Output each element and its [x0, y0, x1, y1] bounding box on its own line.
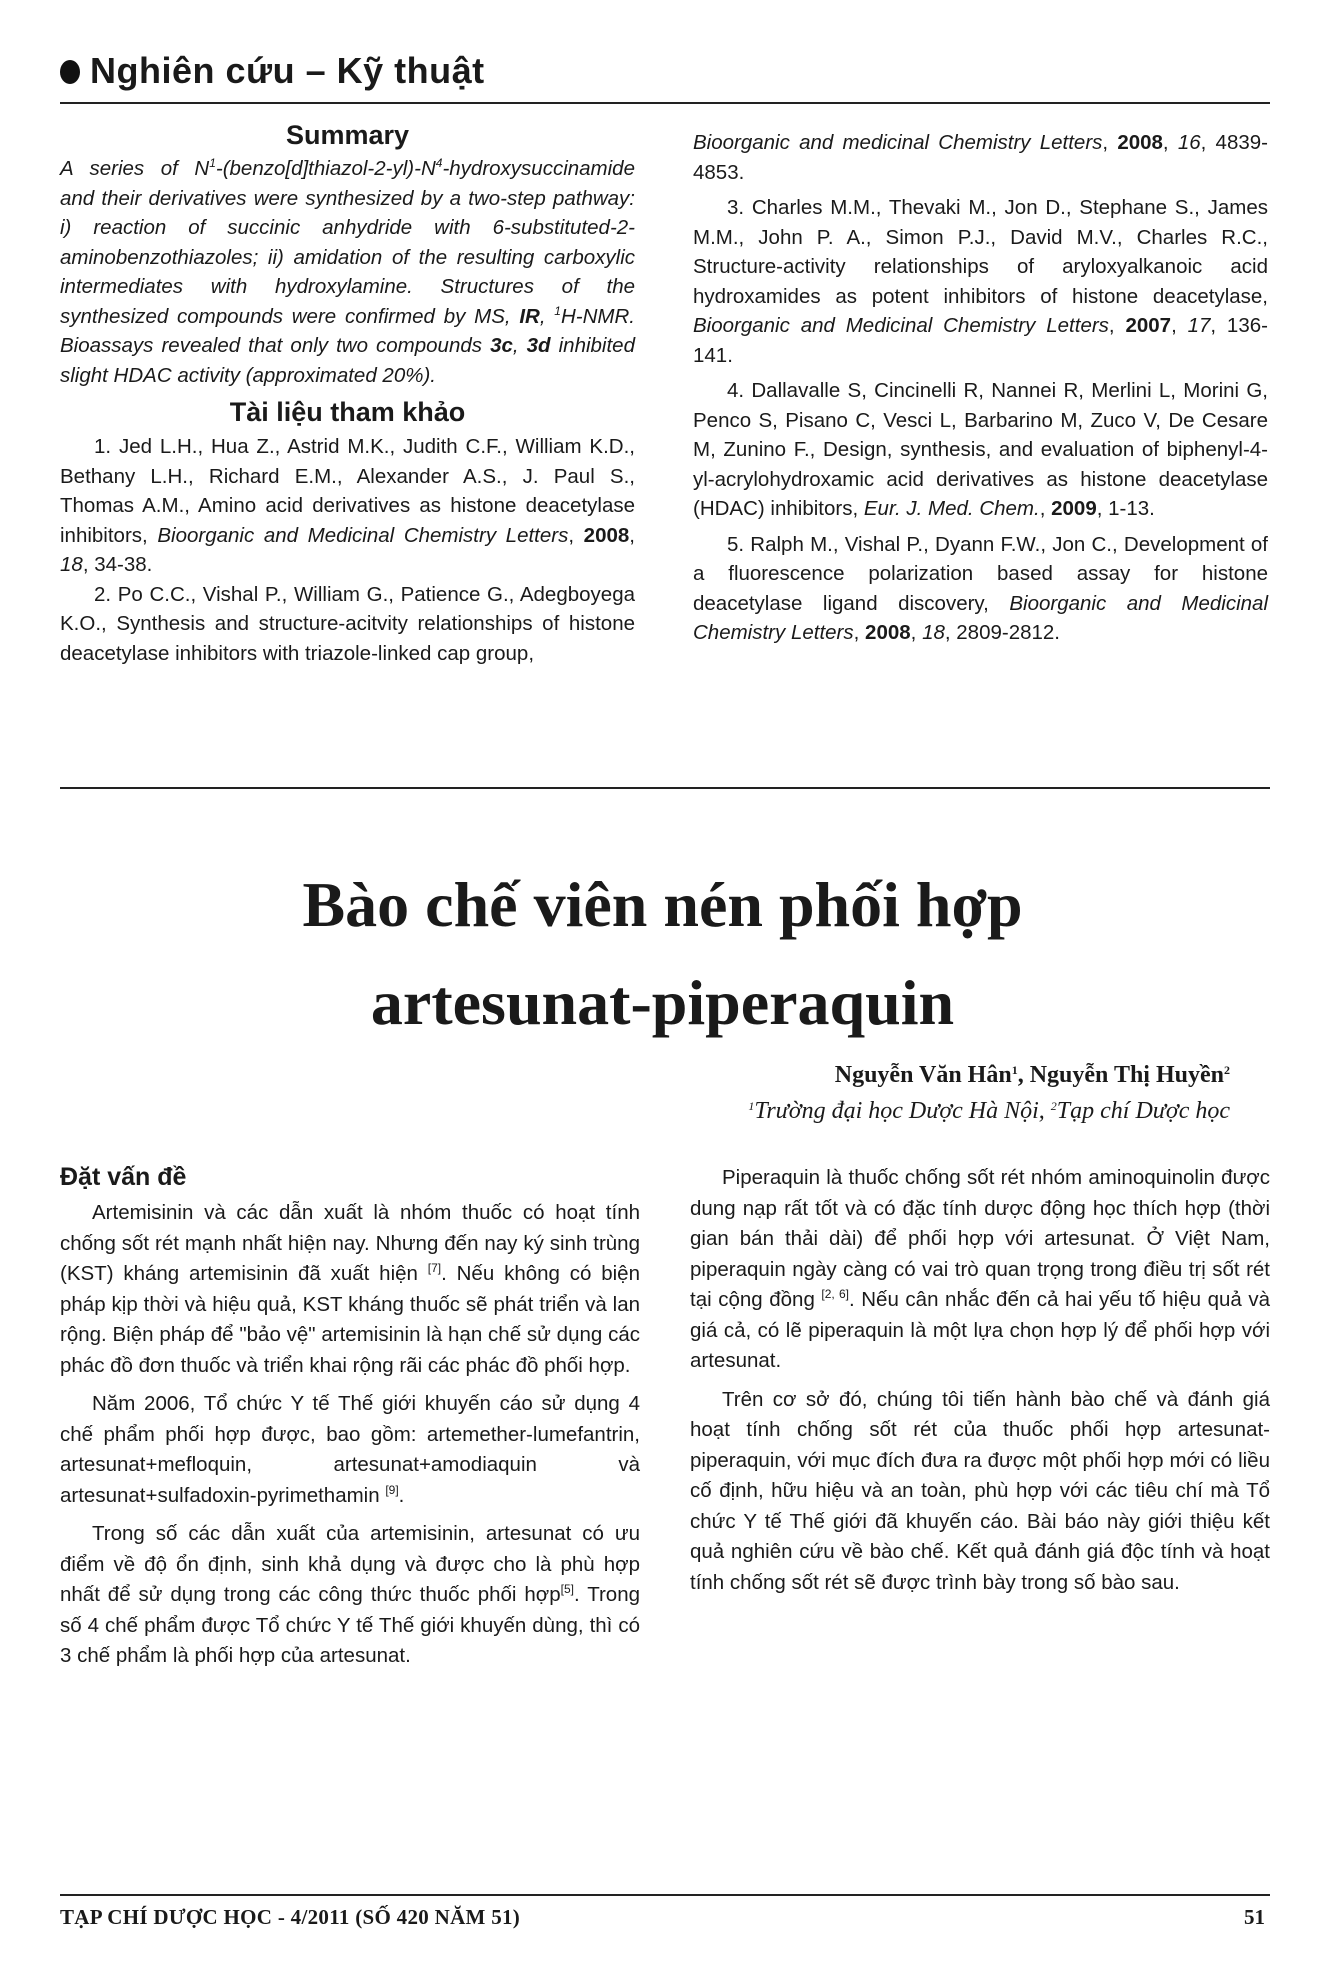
section-header: [60, 50, 485, 92]
body-paragraph: Artemisinin và các dẫn xuất là nhóm thuốc có hoạt tính chống sốt rét mạnh nhất hiện nay. Nhưng đến nay ký sinh trùng (KST) kháng artemisinin đã xuất hiện [7]. Nếu không có biện pháp kịp thời và hiệu quả, KST kháng thuốc sẽ phát triển và lan rộng. Biện pháp để "bảo vệ" artemisinin là hạn chế sử dụng các phác đồ đơn thuốc và triển khai rộng rãi các phác đồ phối hợp.: [60, 1201, 640, 1377]
body-paragraph: Trong số các dẫn xuất của artemisinin, artesunat có ưu điểm về độ ổn định, sinh khả dụng và được cho là phù hợp nhất để sử dụng trong các công thức thuốc phối hợp[5]. Trong số 4 chế phẩm được Tổ chức Y tế Thế giới khuyến dùng, thì có 3 chế phẩm là phối hợp của artesunat.: [60, 1522, 640, 1667]
body-paragraph: Piperaquin là thuốc chống sốt rét nhóm aminoquinolin được dung nạp rất tốt và có đặc tính dược động học thích hợp (thời gian bán thải dài) để phối hợp với artesunat. Ở Việt Nam, piperaquin ngày càng có vai trò quan trọng trong điều trị sốt rét tại cộng đồng [2, 6]. Nếu cân nhắc đến cả hai yếu tố hiệu quả và giá cả, có lẽ piperaquin là một lựa chọn hợp lý để phối hợp với artesunat.: [690, 1166, 1271, 1372]
references-title: Tài liệu tham khảo: [229, 397, 466, 427]
body-paragraph: Năm 2006, Tổ chức Y tế Thế giới khuyến cáo sử dụng 4 chế phẩm phối hợp được, bao gồm: artemether-lumefantrin, artesunat+mefloquin, artesunat+amodiaquin và artesunat+sulfadoxin-pyrimethamin [9].: [60, 1392, 640, 1507]
authors: Nguyễn Văn Hân$^1$, Nguyễn Thị Huyền$^2$: [834, 1062, 1230, 1088]
affiliations: $^1$Trường đại học Dược Hà Nội, $^2$Tạp chí Dược học: [748, 1098, 1230, 1124]
left-upper-column: [60, 118, 635, 668]
reference-item: 3. Charles M.M., Thevaki M., Jon D., Stephane S., James M.M., John P. A., Simon P.J., David M.V., Charles R.C., Structure-activity relationships of aryloxyalkanoic acid hydroxamides as potent inhibitors of histone deacetylase, Bioorganic and Medicinal Chemistry Letters, 2007, 17, 136-141.: [693, 196, 1268, 367]
section-divider: [60, 787, 1270, 789]
reference-item: Bioorganic and medicinal Chemistry Letters, 2008, 16, 4839-4853.: [693, 131, 1268, 184]
summary-title: Summary: [285, 120, 410, 150]
reference-item: 1. Jed L.H., Hua Z., Astrid M.K., Judith C.F., William K.D., Bethany L.H., Richard E.M., Alexander A.S., J. Paul S., Thomas A.M., Amino acid derivatives as histone deacetylase inhibitors, Bioorganic and Medicinal Chemistry Letters, 2008, 18, 34-38.: [60, 435, 635, 576]
summary-body: A series of $N^1-(benzo[d]thiazol-2-yl)-N^4$-hydroxysuccinamide and their derivatives were synthesized by a two-step pathway: i) reaction of succinic anhydride with 6-substituted-2-aminobenzothiazoles; ii) amidation of the resulting carboxylic intermediates with hydroxylamine. Structures of the synthesized compounds were confirmed by MS, IR, $^1$H-NMR. Bioassays revealed that only two compounds 3c, 3d inhibited slight HDAC activity (approximated 20%).: [60, 156, 635, 387]
page-number: 51: [1244, 1905, 1265, 1929]
header-rule: [60, 102, 1270, 104]
bullet-icon: [60, 60, 80, 84]
section-label: Nghiên cứu – Kỹ thuật: [90, 50, 485, 91]
body-right-column: [690, 1163, 1270, 1606]
article-title: Bào chế viên nén phối hợp artesunat-piperaquin: [302, 869, 1023, 1038]
right-upper-column: [693, 128, 1268, 648]
reference-item: 4. Dallavalle S, Cincinelli R, Nannei R, Merlini L, Morini G, Penco S, Pisano C, Vesci L, Barbarino M, Zuco V, De Cesare M, Zunino F., Design, synthesis, and evaluation of biphenyl-4-yl-acrylohydroxamic acid derivatives as histone deacetylase (HDAC) inhibitors, Eur. J. Med. Chem., 2009, 1-13.: [693, 379, 1268, 520]
reference-item: 2. Po C.C., Vishal P., William G., Patience G., Adegboyega K.O., Synthesis and structure-acitvity relationships of histone deacetylase inhibitors with triazole-linked cap group,: [60, 582, 635, 665]
body-paragraph: Trên cơ sở đó, chúng tôi tiến hành bào chế và đánh giá hoạt tính chống sốt rét của thuốc phối hợp artesunat-piperaquin, với mục đích đưa ra được một phối hợp mới có liều cố định, hữu hiệu và an toàn, phù hợp với các tiêu chí mà Tổ chức Y tế Thế giới đã khuyến cáo. Bài báo này giới thiệu kết quả nghiên cứu về bào chế. Kết quả đánh giá độc tính và hoạt tính chống sốt rét sẽ được trình bày trong số bào sau.: [690, 1387, 1270, 1594]
body-left-column: [60, 1160, 640, 1680]
reference-item: 5. Ralph M., Vishal P., Dyann F.W., Jon C., Development of a fluorescence polarization based assay for histone deacetylase ligand discovery, Bioorganic and Medicinal Chemistry Letters, 2008, 18, 2809-2812.: [693, 532, 1269, 644]
footer-rule: [60, 1894, 1270, 1896]
journal-footer: TẠP CHÍ DƯỢC HỌC - 4/2011 (SỐ 420 NĂM 51): [60, 1905, 521, 1929]
section-heading: Đặt vấn đề: [60, 1163, 187, 1191]
